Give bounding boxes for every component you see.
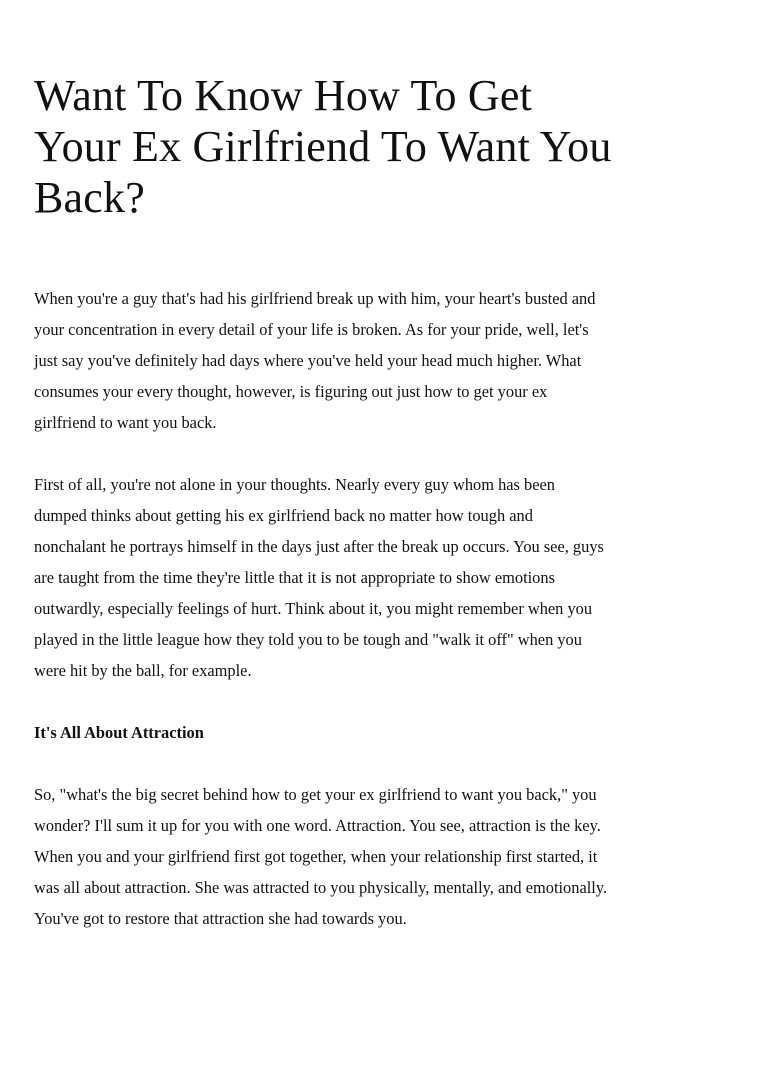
text-line: nonchalant he portrays himself in the days just after the break up occurs. You see, guys — [34, 537, 604, 556]
section-heading: It's All About Attraction — [34, 723, 204, 742]
text-line: are taught from the time they're little that it is not appropriate to show emotions — [34, 568, 555, 587]
text-line: consumes your every thought, however, is figuring out just how to get your ex — [34, 382, 548, 401]
title-line: Your Ex Girlfriend To Want You — [34, 122, 612, 171]
title-line: Back? — [34, 173, 145, 222]
article-body — [34, 283, 734, 934]
text-line: wonder? I'll sum it up for you with one word. Attraction. You see, attraction is the key. — [34, 816, 601, 835]
paragraph-not-alone — [34, 469, 734, 686]
text-line: So, "what's the big secret behind how to get your ex girlfriend to want you back," you — [34, 785, 597, 804]
text-line: When you and your girlfriend first got together, when your relationship first started, it — [34, 847, 598, 866]
page-title — [34, 70, 734, 223]
paragraph-intro — [34, 283, 734, 438]
text-line: When you're a guy that's had his girlfriend break up with him, your heart's busted and — [34, 289, 596, 308]
text-line: played in the little league how they told you to be tough and "walk it off" when you — [34, 630, 582, 649]
text-line: outwardly, especially feelings of hurt. Think about it, you might remember when you — [34, 599, 593, 618]
text-line: were hit by the ball, for example. — [34, 661, 252, 680]
text-line: girlfriend to want you back. — [34, 413, 217, 432]
text-line: dumped thinks about getting his ex girlfriend back no matter how tough and — [34, 506, 533, 525]
paragraph-attraction — [34, 779, 734, 934]
text-line: just say you've definitely had days where you've held your head much higher. What — [34, 351, 582, 370]
text-line: First of all, you're not alone in your thoughts. Nearly every guy whom has been — [34, 475, 555, 494]
title-line: Want To Know How To Get — [34, 71, 533, 120]
text-line: You've got to restore that attraction she had towards you. — [34, 909, 407, 928]
text-line: your concentration in every detail of your life is broken. As for your pride, well, let's — [34, 320, 589, 339]
text-line: was all about attraction. She was attracted to you physically, mentally, and emotionally. — [34, 878, 608, 897]
